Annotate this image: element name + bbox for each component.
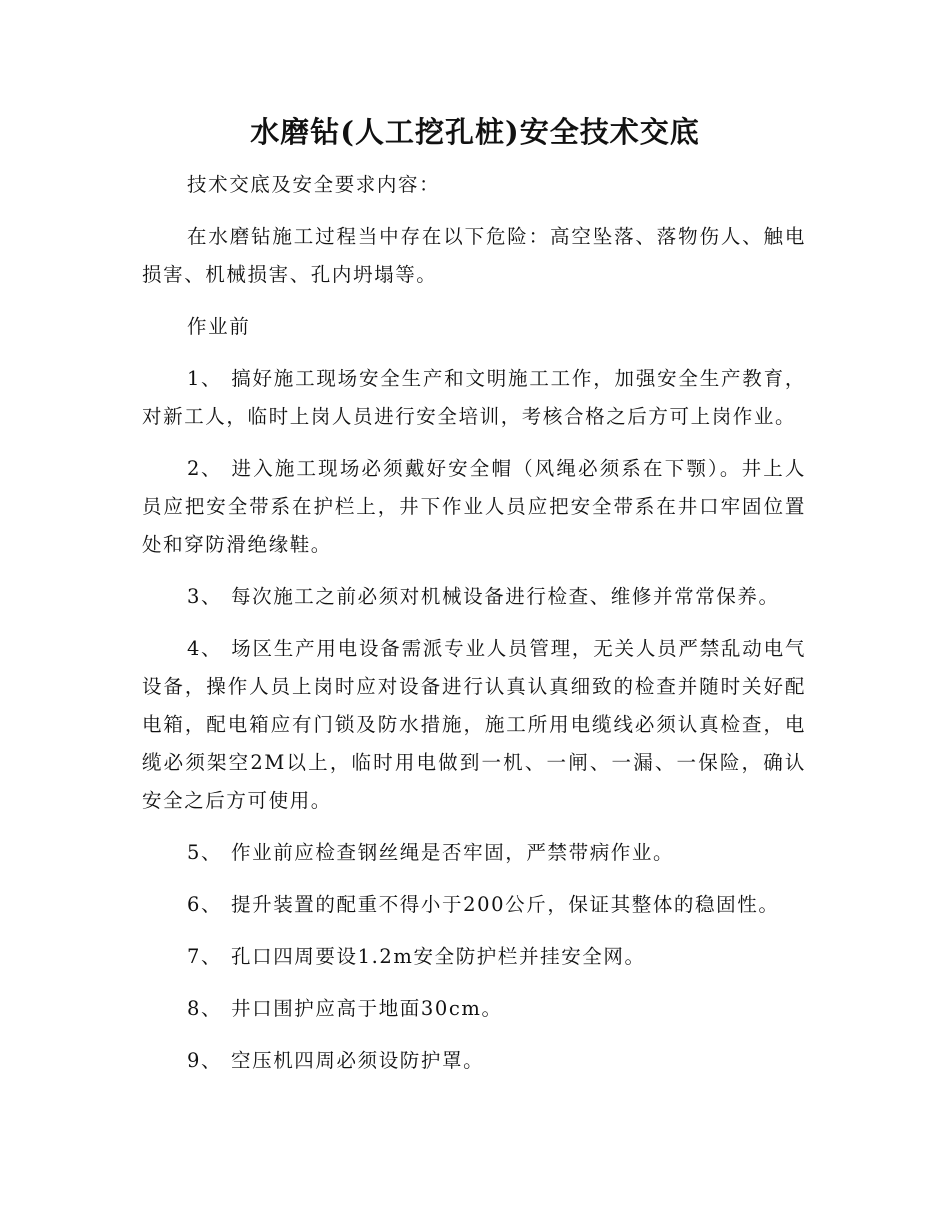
item-text: 作业前应检查钢丝绳是否牢固，严禁带病作业。 (231, 841, 675, 864)
item-text: 搞好施工现场安全生产和文明施工工作，加强安全生产教育，对新工人，临时上岗人员进行安全培训，考核合格之后方可上岗作业。 (142, 367, 806, 428)
item-text: 场区生产用电设备需派专业人员管理，无关人员严禁乱动电气设备，操作人员上岗时应对设备进行认真认真细致的检查并随时关好配电箱，配电箱应有门锁及防水措施，施工所用电缆线必须认真检查，电缆必须架空2M以上，临时用电做到一机、一闸、一漏、一保险，确认安全之后方可使用。 (142, 637, 806, 812)
intro-text: 在水磨钻施工过程当中存在以下危险：高空坠落、落物伤人、触电损害、机械损害、孔内坍塌等。 (142, 225, 806, 286)
document-title: 水磨钻(人工挖孔桩)安全技术交底 (250, 115, 700, 149)
item-text: 进入施工现场必须戴好安全帽（风绳必须系在下颚）。井上人员应把安全带系在护栏上，井下作业人员应把安全带系在井口牢固位置处和穿防滑绝缘鞋。 (142, 457, 806, 556)
item-number: 8、 (187, 997, 223, 1020)
item-number: 2、 (187, 457, 223, 480)
list-item (142, 450, 806, 564)
list-item (142, 1042, 806, 1080)
list-item (142, 886, 806, 924)
item-number: 7、 (187, 945, 223, 968)
list-item (142, 578, 806, 616)
list-item (142, 938, 806, 976)
document-body (142, 166, 806, 1094)
item-text: 提升装置的配重不得小于200公斤，保证其整体的稳固性。 (231, 893, 780, 916)
item-number: 9、 (187, 1049, 223, 1072)
section-heading: 作业前 (187, 315, 251, 338)
item-number: 4、 (187, 637, 223, 660)
item-number: 3、 (187, 585, 223, 608)
item-number: 1、 (187, 367, 223, 390)
list-item (142, 834, 806, 872)
item-text: 每次施工之前必须对机械设备进行检查、维修并常常保养。 (231, 585, 780, 608)
list-item (142, 630, 806, 820)
list-item (142, 990, 806, 1028)
item-number: 5、 (187, 841, 223, 864)
item-text: 空压机四周必须设防护罩。 (231, 1049, 485, 1072)
item-number: 6、 (187, 893, 223, 916)
intro-heading: 技术交底及安全要求内容： (187, 173, 441, 196)
item-text: 井口围护应高于地面30cm。 (231, 997, 503, 1020)
list-item (142, 360, 806, 436)
item-text: 孔口四周要设1.2m安全防护栏并挂安全网。 (231, 945, 646, 968)
